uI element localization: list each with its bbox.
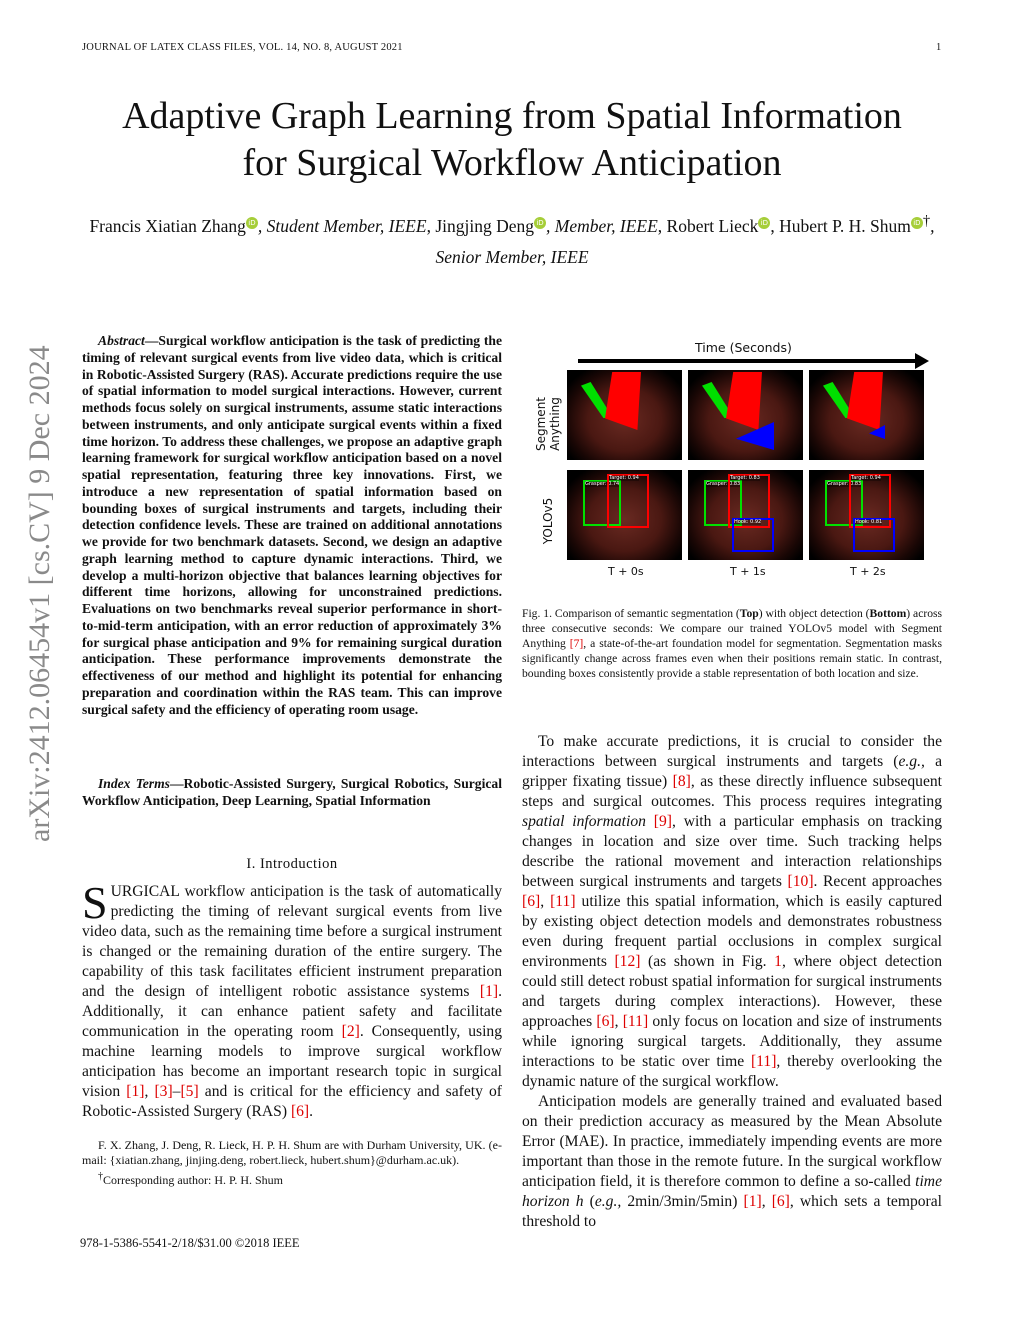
detection-label: Grasper: 0.83 <box>706 481 741 487</box>
paper-title <box>60 93 964 187</box>
orcid-icon[interactable]: iD <box>911 217 923 229</box>
col-label: T + 0s <box>608 565 644 578</box>
bounding-box <box>732 518 774 552</box>
dagger-mark: † <box>922 213 931 229</box>
bold-text: Top <box>739 607 759 620</box>
text: , as these directly influence subsequent steps and surgical outcomes. This process requires integrating <box>522 773 942 810</box>
segmentation-frame <box>809 370 924 460</box>
row-label-yolov5: YOLOv5 <box>541 497 555 545</box>
citation-link[interactable]: [8] <box>672 773 691 790</box>
drop-cap: S <box>82 877 108 928</box>
citation-link[interactable]: [1] <box>126 1083 145 1100</box>
citation-link[interactable]: [11] <box>550 893 576 910</box>
citation-link[interactable]: [6] <box>771 1193 790 1210</box>
text: utilize this spatial information, which is easily captured by existing object detection models and demonstrates robustness even during frequent partial occlusions in complex surgical environments <box>522 893 942 970</box>
emphasis: time horizon h <box>522 1173 942 1210</box>
segmentation-frame <box>688 370 803 460</box>
title-line: for Surgical Workflow Anticipation <box>242 142 782 184</box>
time-arrow <box>578 359 918 363</box>
section-heading: I. Introduction <box>246 856 338 872</box>
text: To make accurate predictions, it is crucial to consider the interactions between surgical instruments and targets ( <box>522 733 942 770</box>
body-paragraph <box>522 732 942 1092</box>
dagger-mark: † <box>98 1170 103 1182</box>
emphasis: e.g., <box>594 1193 622 1210</box>
detection-label: Hook: 0.81 <box>855 519 883 525</box>
text: , with a particular emphasis on tracking changes in location and size over time. Such tracking helps describe the rational movement and interaction relationships between surgical instruments and targets <box>522 813 942 890</box>
col-label: T + 2s <box>850 565 886 578</box>
row-label-segment-anything: Segment Anything <box>534 397 562 451</box>
citation-link[interactable]: [11] <box>750 1053 777 1070</box>
col-label: T + 1s <box>730 565 766 578</box>
detection-label: Target: 0.94 <box>851 475 881 481</box>
arxiv-stamp: arXiv:2412.06454v1 [cs.CV] 9 Dec 2024 <box>23 345 56 842</box>
citation-link[interactable]: [1] <box>479 983 499 1000</box>
author-role: , Student Member, IEEE <box>257 215 427 236</box>
text: , <box>761 1193 772 1210</box>
author: Francis Xiatian Zhang <box>89 215 246 236</box>
citation-link[interactable]: [11] <box>622 1013 649 1030</box>
author: , Jingjing Deng <box>426 215 534 236</box>
bold-text: Bottom <box>869 607 907 620</box>
abstract-label: Abstract <box>98 333 145 348</box>
index-terms-label: Index Terms <box>98 776 170 791</box>
figure-caption <box>522 606 942 681</box>
text: , <box>144 1083 155 1100</box>
orcid-icon[interactable]: iD <box>246 217 258 229</box>
text: a gripper fixating tissue) <box>522 753 942 790</box>
detection-frame <box>809 470 924 560</box>
detection-label: Hook: 0.92 <box>734 519 762 525</box>
copyright-line: 978-1-5386-5541-2/18/$31.00 ©2018 IEEE <box>80 1236 300 1250</box>
page-number: 1 <box>936 42 942 53</box>
text: ) across three consecutive seconds: We compare our trained YOLOv5 model with Segment Anything <box>522 607 943 650</box>
intro-paragraph <box>82 877 502 1122</box>
citation-link[interactable]: [10] <box>787 873 814 890</box>
citation-link[interactable]: [6] <box>522 893 541 910</box>
arrow-head-icon <box>915 353 929 369</box>
text: . Additionally, it can enhance patient safety and facilitate communication in the operating room <box>82 983 502 1040</box>
author: , Hubert P. H. Shum <box>770 215 911 236</box>
title-line: Adaptive Graph Learning from Spatial Information <box>122 95 902 137</box>
text: , thereby overlooking the dynamic nature of the surgical workflow. <box>522 1053 942 1090</box>
text: , a state-of-the-art foundation model for segmentation. Segmentation masks significantly change across frames even when their positions remain static. In contrast, bounding boxes consistently provide a stable representation of both location and size. <box>522 637 942 680</box>
emphasis: e.g., <box>898 753 925 770</box>
body-paragraph <box>522 1092 942 1232</box>
citation-link[interactable]: [9] <box>653 813 672 830</box>
bounding-box <box>607 474 649 528</box>
text: . Consequently, using machine learning models to improve surgical workflow anticipation has become an important research topic in surgical vision <box>82 1023 502 1100</box>
citation-link[interactable]: [3] <box>154 1083 173 1100</box>
text: 2min/3min/5min) <box>621 1193 744 1210</box>
text: , <box>614 1013 623 1030</box>
detection-label: Target: 0.94 <box>609 475 639 481</box>
text: ) with object detection ( <box>758 607 870 620</box>
text <box>646 813 654 830</box>
target-mask <box>726 372 762 430</box>
target-mask <box>847 372 883 430</box>
emphasis: spatial information <box>522 813 646 830</box>
citation-link[interactable]: [5] <box>180 1083 199 1100</box>
text: , where object detection could still detect robust spatial information for surgical instruments and targets during complex interactions). However, these approaches <box>522 953 942 1030</box>
citation-link[interactable]: [12] <box>614 953 641 970</box>
index-terms <box>82 776 502 810</box>
right-column-text <box>522 732 942 1232</box>
time-axis-label: Time (Seconds) <box>695 340 792 355</box>
text: , which sets a temporal threshold to <box>522 1193 943 1230</box>
text: URGICAL workflow anticipation is the task of automatically predicting the timing of relevant surgical events from live video data, such as the remaining time before a surgical instrument is changed or the remaining duration of the entire surgery. The capability of this task facilitates efficient instrument preparation and the design of intelligent robotic assistance systems <box>82 883 502 1000</box>
detection-label: Grasper: 0.74 <box>585 481 620 487</box>
text: . Recent approaches <box>813 873 943 890</box>
running-header: JOURNAL OF LATEX CLASS FILES, VOL. 14, NO. 8, AUGUST 2021 <box>82 42 403 53</box>
citation-link[interactable]: [6] <box>290 1103 310 1120</box>
corresponding-author-note: Corresponding author: H. P. H. Shum <box>103 1172 283 1187</box>
text: (as shown in Fig. <box>640 953 775 970</box>
text: Anticipation models are generally trained and evaluated based on their prediction accuracy as measured by the Mean Absolute Error (MAE). In practice, immediately impending events are more important than those in the remote future. In the surgical workflow anticipation field, it is therefore common to define a so-called <box>522 1093 942 1190</box>
author-list <box>70 206 954 273</box>
detection-label: Target: 0.83 <box>730 475 760 481</box>
text: – <box>172 1083 181 1100</box>
citation-link[interactable]: [6] <box>596 1013 615 1030</box>
target-mask <box>605 372 641 430</box>
text: , <box>540 893 551 910</box>
abstract <box>82 333 502 718</box>
author-role: , Senior Member, IEEE <box>435 215 935 267</box>
text: Fig. 1. Comparison of semantic segmentation ( <box>522 607 740 620</box>
author-role: , Member, IEEE <box>546 215 658 236</box>
orcid-icon[interactable]: iD <box>758 217 770 229</box>
text: and is critical for the efficiency and safety of Robotic-Assisted Surgery (RAS) <box>82 1083 502 1120</box>
detection-label: Grasper: 0.83 <box>827 481 862 487</box>
detection-frame <box>688 470 803 560</box>
text: only focus on location and size of instruments while ignoring surgical targets. Additionally, they assume interactions to be static over time <box>522 1013 942 1070</box>
index-terms-text: —Robotic-Assisted Surgery, Surgical Robotics, Surgical Workflow Anticipation, Deep Learning, Spatial Information <box>82 776 502 808</box>
footnote <box>82 1138 502 1188</box>
text: . <box>309 1103 314 1120</box>
bounding-box <box>853 518 895 552</box>
segmentation-frame <box>567 370 682 460</box>
citation-link[interactable]: 1 <box>774 953 782 970</box>
author: , Robert Lieck <box>657 215 759 236</box>
abstract-text: —Surgical workflow anticipation is the task of predicting the timing of relevant surgical events from live video data, which is critical in Robotic-Assisted Surgery (RAS). Accurate predictions require the use of spatial information to model surgical interactions. However, current methods focus solely on surgical instruments, assume static interactions between instruments, and only anticipate surgical events within a fixed time horizon. To address these challenges, we propose an adaptive graph learning framework for surgical workflow anticipation based on a novel spatial representation, featuring three key innovations. First, we introduce a new representation of spatial information based on bounding boxes of surgical instruments and targets, including their detection confidence levels. These are trained on additional annotations we provide for two benchmark datasets. Second, we design an adaptive graph learning method to capture dynamic interactions. Third, we develop a multi-horizon objective that balances learning objectives for different time horizons, allowing for unconstrained predictions. Evaluations on two benchmarks reveal superior performance in short-to-mid-term anticipation, with an error reduction of approximately 3% for surgical phase anticipation and 9% for remaining surgical duration anticipation. These performance improvements demonstrate the effectiveness of our method and highlight its potential for enhancing preparation and coordination within the RAS team. This can improve surgical safety and the efficiency of operating room usage. <box>82 333 502 717</box>
affiliation-note: F. X. Zhang, J. Deng, R. Lieck, H. P. H. Shum are with Durham University, UK. (e-mail: {xiatian.zhang, jinjing.deng, robert.lieck, hubert.shum}@durham.ac.uk). <box>82 1138 502 1168</box>
text: ( <box>583 1193 595 1210</box>
citation-link[interactable]: [7] <box>569 637 584 650</box>
citation-link[interactable]: [2] <box>341 1023 360 1040</box>
figure-1 <box>530 336 940 586</box>
orcid-icon[interactable]: iD <box>534 217 546 229</box>
citation-link[interactable]: [1] <box>743 1193 762 1210</box>
detection-frame <box>567 470 682 560</box>
